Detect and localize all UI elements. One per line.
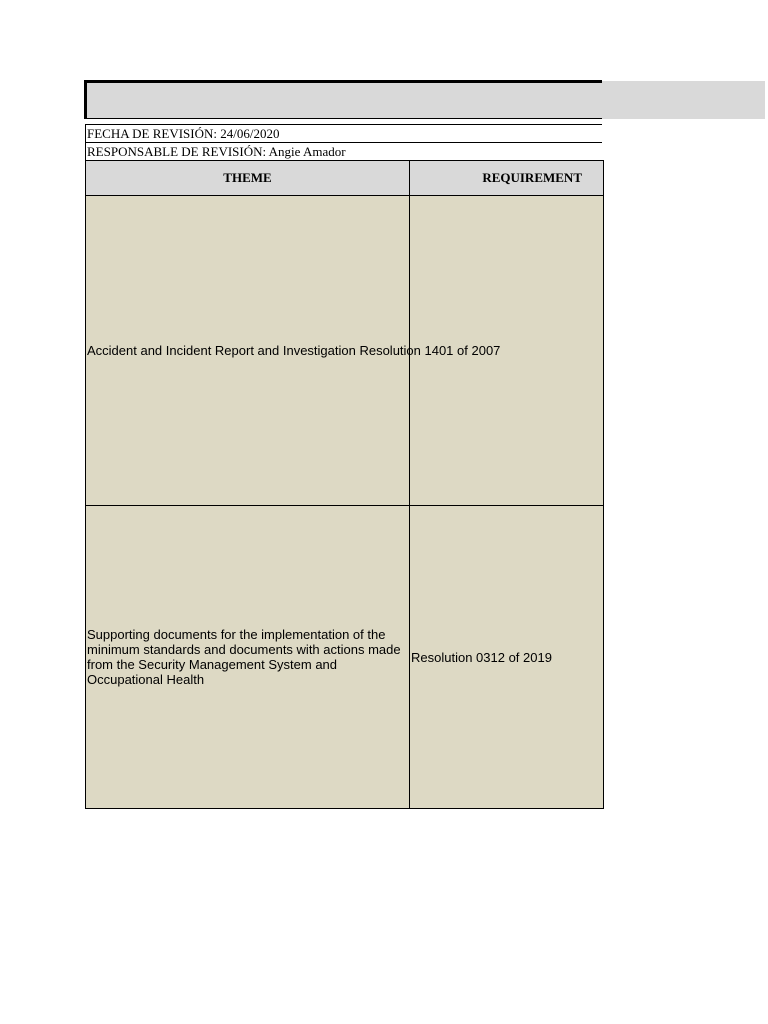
review-responsible-label: RESPONSABLE DE REVISIÓN: Angie Amador	[87, 144, 346, 159]
theme-text: Supporting documents for the implementation of the minimum standards and documents with actions made from the Security Management System and Occupational Health	[87, 627, 401, 687]
column-header-requirement: REQUIREMENT	[410, 161, 604, 196]
review-responsible-row	[85, 143, 602, 161]
table-row	[86, 506, 604, 809]
requirements-table	[85, 160, 604, 809]
theme-cell	[86, 506, 410, 809]
theme-cell	[86, 196, 501, 506]
theme-text: Accident and Incident Report and Investigation Resolution 1401 of 2007	[87, 343, 501, 358]
requirement-text: Resolution 0312 of 2019	[411, 649, 552, 665]
review-date-label: FECHA DE REVISIÓN: 24/06/2020	[87, 126, 280, 141]
review-date-row	[85, 124, 602, 143]
table-row	[86, 196, 604, 506]
header-band-extension	[602, 81, 765, 119]
requirement-cell	[410, 506, 604, 809]
header-title-box	[84, 80, 602, 119]
column-header-theme: THEME	[86, 161, 410, 196]
table-header-row	[86, 161, 604, 196]
